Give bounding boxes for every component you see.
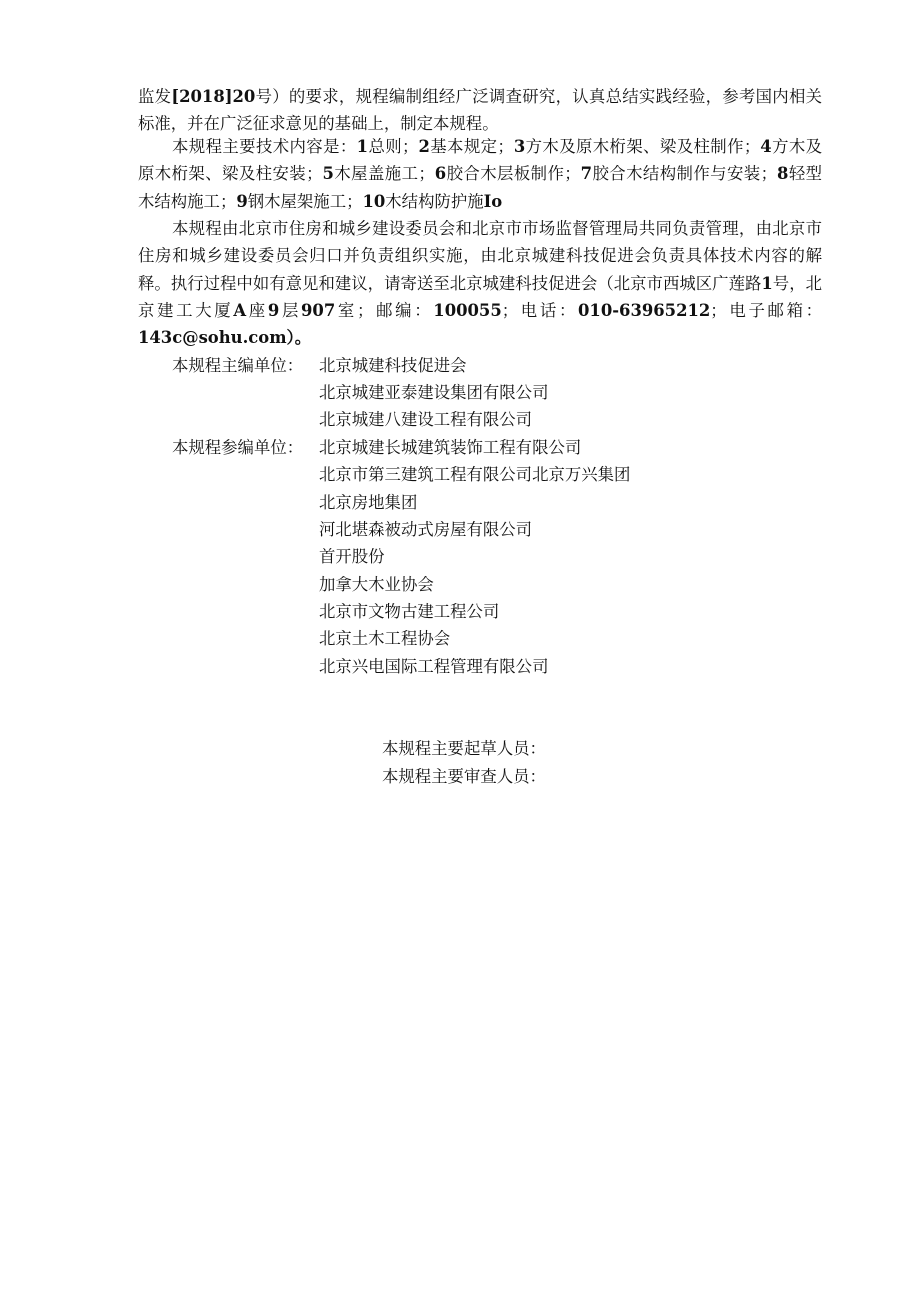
postal-code: 100055 (433, 300, 502, 320)
management-paragraph (138, 215, 822, 351)
participant-unit: 北京市第三建筑工程有限公司北京万兴集团 (319, 465, 631, 484)
chief-editor-unit: 北京城建亚泰建设集团有限公司 (319, 383, 549, 402)
floor-number: 9 (267, 300, 280, 320)
drafters-label: 本规程主要起草人员： (382, 739, 546, 758)
intro-text-2: 号）的要求，规程编制组经广泛调查研究，认真总结实践经验，参考国内相关标准，并在广泛征求意见的基础上，制定本规程。 (138, 87, 823, 134)
chapter-number: 10 (362, 191, 386, 211)
chapter-number: 4 (760, 137, 772, 156)
management-text: ；电话： (501, 300, 579, 320)
chapter-title: 基本规定； (429, 137, 514, 156)
management-text: 号，北京建工大厦 (138, 273, 823, 320)
chapter-title: 方木及原木桁架、梁及柱制作； (525, 137, 761, 156)
participant-unit: 北京土木工程协会 (319, 629, 451, 648)
chapter-title: 胶合木层板制作； (446, 164, 581, 184)
address-number: 1 (761, 273, 773, 293)
chapter-number: 1 (356, 137, 369, 156)
chief-editor-label: 本规程主编单位： (172, 356, 304, 375)
chapter-title: 木屋盖施工； (333, 164, 435, 184)
contents-lead: 本规程主要技术内容是： (172, 137, 357, 156)
chapter-title: 方木及原木桁架、梁及柱安装； (138, 137, 823, 184)
chapter-number: 7 (580, 164, 593, 184)
participant-unit: 北京市文物古建工程公司 (319, 602, 500, 621)
chapter-title: 轻型木结构施工； (138, 164, 823, 211)
chapter-title: 胶合木结构制作与安装； (592, 164, 777, 184)
management-text: 层 (279, 300, 302, 320)
chapter-number: 6 (434, 164, 447, 184)
chapter-title: 木结构防护施 (385, 191, 484, 211)
participant-unit: 北京房地集团 (319, 493, 418, 512)
management-text: 本规程由北京市住房和城乡建设委员会和北京市市场监督管理局共同负责管理，由北京市住房和城乡建设委员会归口并负责组织实施，由北京城建科技促进会负责具体技术内容的解释。执行过程中如有意见和建议，请寄送至北京城建科技促进会（北京市西城区广莲路 (138, 219, 822, 293)
email-address: 143c@sohu.com (138, 328, 287, 348)
management-text: 座 (246, 300, 268, 320)
chief-editor-unit: 北京城建科技促进会 (319, 356, 467, 375)
chapter-number: 3 (513, 137, 526, 156)
participant-unit: 加拿大木业协会 (319, 575, 434, 594)
management-text: ）。 (286, 328, 312, 348)
intro-doc-number: [2018]20 (171, 87, 256, 106)
reviewers-label: 本规程主要审查人员： (382, 767, 546, 786)
participant-unit: 北京城建长城建筑装饰工程有限公司 (319, 438, 582, 457)
intro-text-1: 监发 (138, 87, 172, 106)
management-text: 室；邮编： (335, 300, 434, 320)
participant-unit: 北京兴电国际工程管理有限公司 (319, 657, 549, 676)
intro-paragraph (138, 83, 822, 138)
participant-unit: 河北堪森被动式房屋有限公司 (319, 520, 533, 539)
contents-paragraph (138, 133, 822, 215)
contents-tail: Io (483, 191, 503, 211)
chapter-title: 总则； (368, 137, 419, 156)
room-number: 907 (301, 300, 336, 320)
chapter-number: 8 (777, 164, 789, 184)
participant-label: 本规程参编单位： (172, 438, 304, 457)
management-text: ；电子邮箱： (710, 300, 823, 320)
building-block: A (233, 300, 247, 320)
participant-unit: 首开股份 (319, 547, 385, 566)
phone-number: 010-63965212 (578, 300, 711, 320)
chapter-title: 钢木屋架施工； (247, 191, 363, 211)
chapter-number: 2 (418, 137, 430, 156)
chapter-number: 5 (322, 164, 334, 184)
chief-editor-unit: 北京城建八建设工程有限公司 (319, 410, 533, 429)
chapter-number: 9 (236, 191, 248, 211)
